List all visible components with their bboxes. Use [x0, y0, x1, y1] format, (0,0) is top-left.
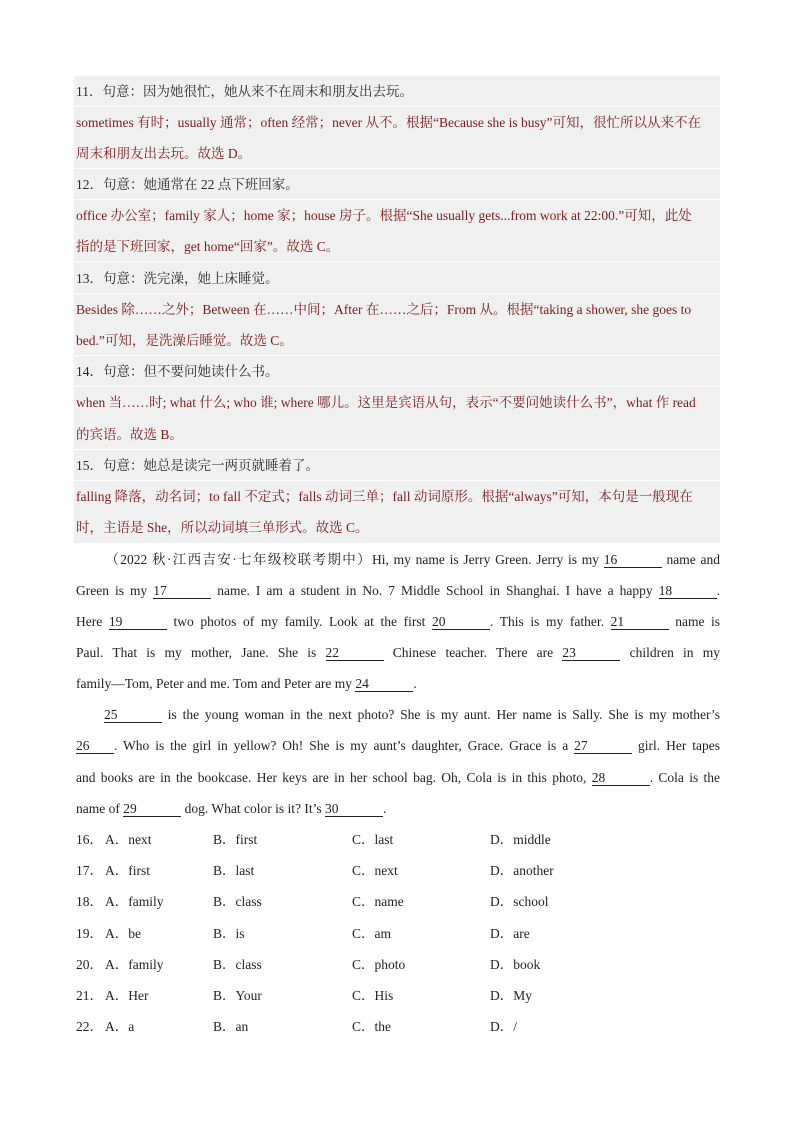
- explanation-14-question: 14．句意：但不要问她读什么书。: [76, 364, 279, 379]
- option-c[interactable]: C．am: [352, 926, 391, 941]
- blank-19[interactable]: 19: [109, 614, 167, 630]
- explanation-13-question: 13．句意：洗完澡，她上床睡觉。: [76, 271, 279, 286]
- option-b[interactable]: B．class: [213, 957, 262, 972]
- blank-27[interactable]: 27: [574, 738, 632, 754]
- passage-line: family—Tom, Peter and me. Tom and Peter are my 24 .: [76, 676, 417, 691]
- option-b[interactable]: B．first: [213, 832, 258, 847]
- option-row-20: [76, 957, 720, 973]
- option-c[interactable]: C．photo: [352, 957, 406, 972]
- question-number: 22．: [76, 1019, 103, 1034]
- passage-line: （2022 秋·江西吉安·七年级校联考期中）Hi, my name is Jerry Green. Jerry is my 16 name and: [104, 552, 720, 567]
- option-a[interactable]: A．a: [105, 1019, 135, 1034]
- blank-21[interactable]: 21: [611, 614, 669, 630]
- question-number: 20．: [76, 957, 103, 972]
- option-d[interactable]: D．My: [490, 988, 533, 1003]
- option-b[interactable]: B．Your: [213, 988, 262, 1003]
- option-c[interactable]: C．name: [352, 894, 404, 909]
- option-c[interactable]: C．last: [352, 832, 394, 847]
- option-a[interactable]: A．family: [105, 894, 164, 909]
- explanation-11-question: 11．句意：因为她很忙，她从来不在周末和朋友出去玩。: [76, 84, 413, 99]
- passage-line: Green is my 17 name. I am a student in No. 7 Middle School in Shanghai. I have a happy 18 .: [76, 583, 720, 598]
- blank-23[interactable]: 23: [562, 645, 620, 661]
- divider: [74, 293, 720, 294]
- option-c[interactable]: C．His: [352, 988, 394, 1003]
- option-row-19: [76, 926, 720, 942]
- blank-18[interactable]: 18: [659, 583, 717, 599]
- option-d[interactable]: D．school: [490, 894, 549, 909]
- option-row-22: [76, 1019, 720, 1035]
- option-row-17: [76, 863, 720, 879]
- divider: [74, 386, 720, 387]
- blank-29[interactable]: 29: [123, 801, 181, 817]
- question-number: 18．: [76, 894, 103, 909]
- explanation-13-analysis: bed.”可知，是洗澡后睡觉。故选 C。: [76, 333, 293, 348]
- explanation-15-analysis: falling 降落，动名词；to fall 不定式；falls 动词三单；fall 动词原形。根据“always”可知，本句是一般现在: [76, 489, 693, 504]
- option-b[interactable]: B．is: [213, 926, 245, 941]
- question-number: 19．: [76, 926, 103, 941]
- blank-26[interactable]: 26: [76, 738, 114, 754]
- explanation-14-analysis: 的宾语。故选 B。: [76, 427, 183, 442]
- option-a[interactable]: A．first: [105, 863, 150, 878]
- blank-22[interactable]: 22: [326, 645, 384, 661]
- option-c[interactable]: C．next: [352, 863, 398, 878]
- option-d[interactable]: D．book: [490, 957, 541, 972]
- explanation-12-question: 12．句意：她通常在 22 点下班回家。: [76, 177, 299, 192]
- option-b[interactable]: B．an: [213, 1019, 249, 1034]
- blank-16[interactable]: 16: [604, 552, 662, 568]
- option-a[interactable]: A．be: [105, 926, 141, 941]
- explanation-14-analysis: when 当……时; what 什么; who 谁; where 哪儿。这里是宾语从句，表示“不要问她读什么书”，what 作 read: [76, 395, 696, 410]
- explanation-11-analysis: 周末和朋友出去玩。故选 D。: [76, 146, 252, 161]
- divider: [74, 355, 720, 356]
- passage-source: （2022 秋·江西吉安·七年级校联考期中）: [104, 552, 373, 567]
- blank-17[interactable]: 17: [153, 583, 211, 599]
- passage-line: and books are in the bookcase. Her keys are in her school bag. Oh, Cola is in this photo, 28 . Cola is the: [76, 770, 720, 785]
- explanation-12-analysis: office 办公室；family 家人；home 家；house 房子。根据“She usually gets...from work at 22:00.”可知，此处: [76, 208, 692, 223]
- explanation-15-analysis: 时，主语是 She，所以动词填三单形式。故选 C。: [76, 520, 369, 535]
- passage-line: name of 29 dog. What color is it? It’s 30 .: [76, 801, 387, 816]
- divider: [74, 106, 720, 107]
- divider: [74, 480, 720, 481]
- option-c[interactable]: C．the: [352, 1019, 391, 1034]
- blank-30[interactable]: 30: [325, 801, 383, 817]
- option-d[interactable]: D．another: [490, 863, 554, 878]
- divider: [74, 199, 720, 200]
- passage-line: Here 19 two photos of my family. Look at the first 20 . This is my father. 21 name is: [76, 614, 720, 629]
- blank-20[interactable]: 20: [432, 614, 490, 630]
- question-number: 21．: [76, 988, 103, 1003]
- option-d[interactable]: D．are: [490, 926, 530, 941]
- option-b[interactable]: B．last: [213, 863, 255, 878]
- explanation-12-analysis: 指的是下班回家，get home“回家”。故选 C。: [76, 239, 340, 254]
- passage-line: Paul. That is my mother, Jane. She is 22 Chinese teacher. There are 23 children in my: [76, 645, 720, 660]
- option-row-21: [76, 988, 720, 1004]
- option-d[interactable]: D．/: [490, 1019, 517, 1034]
- blank-24[interactable]: 24: [355, 676, 413, 692]
- option-d[interactable]: D．middle: [490, 832, 551, 847]
- option-row-18: [76, 894, 720, 910]
- question-number: 17．: [76, 863, 103, 878]
- option-row-16: [76, 832, 720, 848]
- blank-25[interactable]: 25: [104, 707, 162, 723]
- explanation-11-analysis: sometimes 有时；usually 通常；often 经常；never 从不。根据“Because she is busy”可知，很忙所以从来不在: [76, 115, 702, 130]
- divider: [74, 449, 720, 450]
- explanation-15-question: 15．句意：她总是读完一两页就睡着了。: [76, 458, 319, 473]
- divider: [74, 168, 720, 169]
- blank-28[interactable]: 28: [592, 770, 650, 786]
- passage-line: 26 . Who is the girl in yellow? Oh! She is my aunt’s daughter, Grace. Grace is a 27 girl. Her tapes: [76, 738, 720, 753]
- passage-line: 25 is the young woman in the next photo? She is my aunt. Her name is Sally. She is my mother’s: [104, 707, 720, 722]
- explanation-13-analysis: Besides 除……之外；Between 在……中间；After 在……之后；From 从。根据“taking a shower, she goes to: [76, 302, 692, 317]
- option-b[interactable]: B．class: [213, 894, 262, 909]
- option-a[interactable]: A．Her: [105, 988, 149, 1003]
- option-a[interactable]: A．family: [105, 957, 164, 972]
- divider: [74, 261, 720, 262]
- option-a[interactable]: A．next: [105, 832, 152, 847]
- question-number: 16．: [76, 832, 103, 847]
